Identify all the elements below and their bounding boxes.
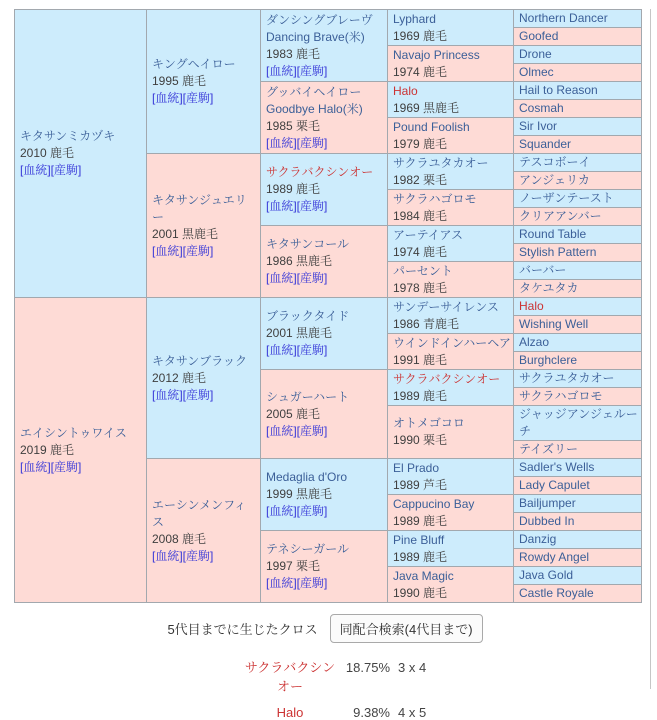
horse-name-link[interactable]: バーバー	[519, 263, 567, 277]
horse-name-link[interactable]: Lady Capulet	[519, 478, 590, 492]
blood-link[interactable]: [血統]	[152, 387, 183, 402]
blood-link[interactable]: [血統]	[266, 343, 297, 357]
cross-pattern: 4 x 5	[398, 705, 427, 720]
pedigree-cell	[514, 154, 642, 172]
cross-horse-name[interactable]: Halo	[276, 705, 304, 720]
horse-name-link[interactable]: クリアアンバー	[519, 209, 602, 223]
horse-links	[266, 270, 385, 287]
horse-name-link[interactable]: ブラックタイド	[266, 309, 350, 323]
pedigree-cell	[388, 567, 514, 603]
horse-info: 1989 芦毛	[393, 477, 448, 492]
pedigree-cell	[388, 531, 514, 567]
pedigree-cell	[514, 118, 642, 136]
horse-name-link[interactable]: Round Table	[519, 227, 587, 241]
horse-name-link[interactable]: サクラハゴロモ	[393, 191, 477, 206]
pedigree-cell	[514, 531, 642, 549]
blood-link[interactable]: [血統]	[152, 243, 183, 258]
horse-info: 1990 栗毛	[393, 433, 448, 447]
offspring-link[interactable]: [産駒]	[296, 63, 328, 78]
horse-name-link[interactable]: Danzig	[519, 532, 557, 546]
horse-links	[20, 162, 144, 179]
pedigree-cell	[261, 154, 388, 226]
pedigree-cell	[514, 549, 642, 567]
horse-name-link[interactable]: ノーザンテースト	[519, 191, 614, 205]
pedigree-cell	[514, 82, 642, 100]
horse-name-link[interactable]: El Prado	[393, 460, 440, 475]
horse-name-link[interactable]: Goofed	[519, 29, 559, 43]
horse-links	[20, 459, 144, 476]
horse-name-link[interactable]: Sadler's Wells	[519, 460, 595, 474]
horse-name-link[interactable]: Bailjumper	[519, 496, 576, 510]
horse-info: 1999 黒鹿毛	[266, 487, 333, 501]
horse-name-link[interactable]: Pine Bluff	[393, 532, 445, 547]
cross-row	[240, 705, 657, 720]
horse-info: 2012 鹿毛	[152, 370, 207, 385]
pedigree-cell	[388, 334, 514, 370]
pedigree-cell	[514, 513, 642, 531]
horse-name-link[interactable]: サクラユタカオー	[519, 371, 615, 385]
blood-link[interactable]: [血統]	[20, 163, 51, 177]
horse-name-link[interactable]: Drone	[519, 47, 552, 61]
horse-name-link[interactable]: サクラハゴロモ	[519, 389, 603, 403]
pedigree-cell	[514, 352, 642, 370]
horse-info: 1985 栗毛	[266, 118, 321, 133]
horse-name-link[interactable]: Pound Foolish	[393, 119, 470, 134]
horse-info: 2010 鹿毛	[20, 146, 75, 160]
horse-links	[152, 548, 258, 565]
horse-name-link[interactable]: サクラユタカオー	[393, 155, 489, 170]
horse-info: 1978 鹿毛	[393, 280, 448, 295]
blood-link[interactable]: [血統]	[266, 199, 297, 213]
horse-name-link[interactable]: Cappucino Bay	[393, 496, 475, 511]
offspring-link[interactable]: [産駒]	[182, 91, 214, 105]
offspring-link[interactable]: [産駒]	[296, 576, 328, 590]
horse-name-link[interactable]: Castle Royale	[519, 586, 594, 600]
pedigree-cell	[514, 459, 642, 477]
pedigree-cell	[261, 82, 388, 154]
cross-pattern: 3 x 4	[398, 660, 427, 675]
pedigree-cell	[388, 298, 514, 334]
horse-links	[266, 63, 385, 80]
offspring-link[interactable]: [産駒]	[182, 387, 214, 402]
horse-name-link[interactable]: パーセント	[393, 263, 453, 278]
pedigree-cell	[388, 190, 514, 226]
pedigree-cell	[514, 190, 642, 208]
blood-link[interactable]: [血統]	[152, 548, 183, 563]
horse-info: 1989 鹿毛	[393, 388, 448, 403]
horse-name-link[interactable]: テネシーガール	[266, 542, 350, 556]
horse-info: 2001 黒鹿毛	[266, 326, 333, 340]
pedigree-cell	[514, 262, 642, 280]
horse-name-link[interactable]: シュガーハート	[266, 389, 350, 404]
horse-info: 1986 黒鹿毛	[266, 254, 333, 268]
offspring-link[interactable]: [産駒]	[296, 271, 328, 285]
horse-name-link[interactable]: Medaglia d'Oro	[266, 470, 347, 484]
horse-name-link[interactable]: アンジェリカ	[519, 173, 590, 187]
pedigree-cell	[261, 370, 388, 459]
horse-info: 1989 鹿毛	[393, 549, 448, 564]
horse-name-link[interactable]: Rowdy Angel	[519, 550, 590, 564]
offspring-link[interactable]: [産駒]	[182, 548, 214, 563]
horse-name-link[interactable]: オトメゴコロ	[393, 416, 465, 430]
pedigree-cell	[514, 388, 642, 406]
horse-name-link[interactable]: サンデーサイレンス	[393, 299, 499, 314]
offspring-link[interactable]: [産駒]	[296, 343, 328, 357]
horse-name-link[interactable]: Squander	[519, 137, 572, 151]
horse-info: 1982 栗毛	[393, 172, 448, 187]
pedigree-cell	[514, 477, 642, 495]
pedigree-cell	[514, 244, 642, 262]
blood-link[interactable]: [血統]	[266, 271, 297, 285]
horse-name-link[interactable]: Cosmah	[519, 101, 564, 115]
pedigree-cell	[388, 118, 514, 154]
horse-links	[266, 423, 385, 440]
horse-links	[152, 243, 258, 260]
horse-name-link[interactable]: Halo	[393, 83, 418, 98]
page-right-divider	[650, 9, 651, 689]
pedigree-cell	[514, 10, 642, 28]
horse-name-link[interactable]: キングヘイロー	[152, 57, 236, 71]
horse-info: 2008 鹿毛	[152, 531, 207, 546]
horse-links	[266, 135, 385, 152]
horse-name-link[interactable]: Dubbed In	[519, 514, 575, 528]
horse-name-link[interactable]: グッバイヘイロー	[266, 84, 362, 99]
horse-name-link[interactable]: ジャッジアンジェルーチ	[519, 407, 638, 438]
pedigree-cell	[388, 226, 514, 262]
blood-link[interactable]: [血統]	[266, 504, 297, 518]
pedigree-cell	[147, 298, 261, 459]
pedigree-cell	[388, 154, 514, 190]
pedigree-cell	[388, 370, 514, 406]
pedigree-cell	[147, 154, 261, 298]
blood-link[interactable]: [血統]	[152, 91, 183, 105]
pedigree-cell	[147, 10, 261, 154]
pedigree-cell	[514, 208, 642, 226]
horse-name-link[interactable]: サクラバクシンオー	[393, 371, 501, 386]
horse-info: 1997 栗毛	[266, 559, 321, 573]
pedigree-cell	[388, 82, 514, 118]
offspring-link[interactable]: [産駒]	[296, 504, 328, 518]
cross-percent: 9.38%	[353, 705, 390, 720]
horse-info: 1989 鹿毛	[393, 513, 448, 528]
pedigree-cell	[514, 136, 642, 154]
cross-section-label: 5代目までに生じたクロス	[167, 622, 318, 637]
pedigree-cell	[514, 585, 642, 603]
pedigree-cell	[514, 46, 642, 64]
pedigree-cell	[261, 459, 388, 531]
horse-name-en[interactable]: Dancing Brave(米)	[266, 29, 365, 44]
pedigree-cell	[514, 298, 642, 316]
pedigree-cell	[388, 46, 514, 82]
pedigree-cell	[261, 298, 388, 370]
offspring-link[interactable]: [産駒]	[50, 163, 82, 177]
horse-name-link[interactable]: テイズリー	[519, 442, 579, 456]
horse-info: 1979 鹿毛	[393, 136, 448, 151]
horse-info: 1969 鹿毛	[393, 28, 448, 43]
horse-name-link[interactable]: タケユタカ	[519, 281, 579, 295]
pedigree-cell	[147, 459, 261, 603]
horse-name-en[interactable]: Goodbye Halo(米)	[266, 101, 363, 116]
pedigree-cell	[514, 370, 642, 388]
pedigree-cell	[514, 567, 642, 585]
horse-info: 2001 黒鹿毛	[152, 226, 219, 241]
horse-name-link[interactable]: Wishing Well	[519, 317, 589, 331]
horse-name-link[interactable]: キタサンコール	[266, 237, 350, 251]
horse-name-link[interactable]: Stylish Pattern	[519, 245, 597, 259]
pedigree-cell	[388, 406, 514, 459]
horse-name-link[interactable]: ウインドインハーヘア	[393, 335, 511, 350]
cross-list	[0, 657, 657, 720]
horse-name-link[interactable]: Northern Dancer	[519, 11, 608, 25]
horse-name-link[interactable]: Halo	[519, 299, 544, 313]
horse-name-link[interactable]: Navajo Princess	[393, 47, 480, 62]
horse-name-link[interactable]: エーシンメンフィス	[152, 497, 247, 529]
horse-info: 2005 鹿毛	[266, 406, 321, 421]
pedigree-cell	[514, 316, 642, 334]
offspring-link[interactable]: [産駒]	[182, 243, 214, 258]
horse-info: 1969 黒鹿毛	[393, 100, 460, 115]
pedigree-cell	[514, 226, 642, 244]
horse-name-link[interactable]: Java Gold	[519, 568, 574, 582]
horse-name-link[interactable]: Hail to Reason	[519, 83, 598, 97]
offspring-link[interactable]: [産駒]	[296, 423, 328, 438]
horse-links	[266, 503, 385, 520]
horse-info: 1995 鹿毛	[152, 74, 207, 88]
offspring-link[interactable]: [産駒]	[296, 135, 328, 150]
horse-info: 1990 鹿毛	[393, 585, 448, 600]
horse-links	[266, 342, 385, 359]
pedigree-cell	[514, 495, 642, 513]
offspring-link[interactable]: [産駒]	[296, 199, 328, 213]
pedigree-cell	[261, 10, 388, 82]
horse-name-link[interactable]: Java Magic	[393, 568, 454, 583]
pedigree-cell	[261, 531, 388, 603]
same-mating-search-button[interactable]: 同配合検索(4代目まで)	[330, 614, 483, 643]
pedigree-cell	[388, 459, 514, 495]
pedigree-cell-dam	[15, 298, 147, 603]
blood-link[interactable]: [血統]	[20, 459, 51, 474]
pedigree-cell	[514, 406, 642, 441]
horse-name-link[interactable]: Lyphard	[393, 11, 436, 26]
pedigree-table	[14, 9, 642, 603]
pedigree-cell	[514, 64, 642, 82]
cross-row	[240, 657, 657, 695]
horse-links	[152, 90, 258, 107]
horse-name-link[interactable]: Sir Ivor	[519, 119, 558, 133]
blood-link[interactable]: [血統]	[266, 423, 297, 438]
horse-name-link[interactable]: キタサンブラック	[152, 353, 248, 368]
pedigree-cell	[514, 100, 642, 118]
horse-info: 1983 鹿毛	[266, 46, 321, 61]
horse-name-link[interactable]: Burghclere	[519, 353, 578, 367]
pedigree-cell	[388, 10, 514, 46]
cross-section-header	[0, 614, 650, 643]
pedigree-cell	[261, 226, 388, 298]
horse-name-link[interactable]: Alzao	[519, 335, 550, 349]
horse-name-link[interactable]: エイシントゥワイス	[20, 425, 127, 440]
pedigree-cell	[514, 172, 642, 190]
blood-link[interactable]: [血統]	[266, 576, 297, 590]
offspring-link[interactable]: [産駒]	[50, 459, 82, 474]
horse-name-link[interactable]: アーテイアス	[393, 227, 463, 242]
horse-info: 1991 鹿毛	[393, 352, 448, 367]
horse-info: 1974 鹿毛	[393, 244, 448, 259]
horse-info: 1989 鹿毛	[266, 182, 321, 196]
pedigree-cell	[514, 280, 642, 298]
blood-link[interactable]: [血統]	[266, 135, 297, 150]
cross-percent: 18.75%	[345, 660, 390, 675]
horse-name-link[interactable]: ダンシングブレーヴ	[266, 12, 373, 27]
blood-link[interactable]: [血統]	[266, 63, 297, 78]
pedigree-cell	[514, 28, 642, 46]
horse-info: 2019 鹿毛	[20, 442, 75, 457]
cross-horse-name[interactable]: サクラバクシンオー	[244, 660, 336, 694]
horse-info: 1974 鹿毛	[393, 64, 448, 79]
horse-name-link[interactable]: キタサンジュエリー	[152, 192, 247, 224]
horse-links	[152, 387, 258, 404]
horse-info: 1986 青鹿毛	[393, 316, 460, 331]
pedigree-cell	[514, 334, 642, 352]
horse-name-link[interactable]: Olmec	[519, 65, 554, 79]
horse-name-link[interactable]: サクラバクシンオー	[266, 165, 374, 179]
horse-links	[266, 575, 385, 592]
pedigree-cell	[388, 495, 514, 531]
horse-links	[266, 198, 385, 215]
pedigree-cell	[514, 441, 642, 459]
horse-info: 1984 鹿毛	[393, 208, 448, 223]
pedigree-cell-sire	[15, 10, 147, 298]
horse-name-link[interactable]: キタサンミカヅキ	[20, 129, 116, 143]
horse-name-link[interactable]: テスコボーイ	[519, 155, 591, 169]
pedigree-cell	[388, 262, 514, 298]
